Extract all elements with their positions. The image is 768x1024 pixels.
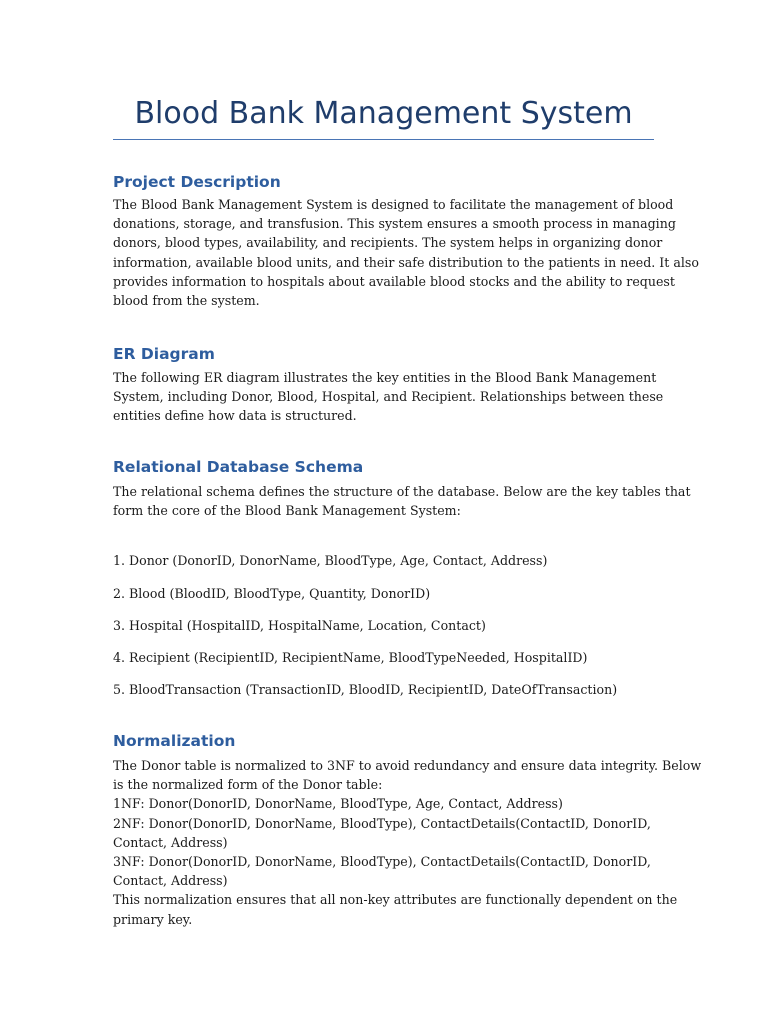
paragraph-line: entities define how data is structured. <box>113 408 357 424</box>
paragraph-line: This normalization ensures that all non-key attributes are functionally dependent on the <box>113 892 678 908</box>
paragraph-line: donations, storage, and transfusion. This system ensures a smooth process in managing <box>113 216 676 232</box>
heading-er-diagram: ER Diagram <box>113 345 215 363</box>
paragraph-line: The Donor table is normalized to 3NF to avoid redundancy and ensure data integrity. Below <box>113 758 702 773</box>
paragraph-line: The following ER diagram illustrates the key entities in the Blood Bank Management <box>113 370 657 385</box>
title-underline <box>113 139 654 140</box>
paragraph-line: 1NF: Donor(DonorID, DonorName, BloodType, Age, Contact, Address) <box>113 796 563 812</box>
schema-table-item: 3. Hospital (HospitalID, HospitalName, Location, Contact) <box>113 618 486 633</box>
paragraph-line: The Blood Bank Management System is designed to facilitate the management of blood <box>113 197 674 212</box>
paragraph-line: Contact, Address) <box>113 873 228 889</box>
paragraph-line: donors, blood types, availability, and recipients. The system helps in organizing donor <box>113 235 663 251</box>
paragraph-line: blood from the system. <box>113 292 260 308</box>
schema-table-item: 1. Donor (DonorID, DonorName, BloodType, Age, Contact, Address) <box>113 553 548 568</box>
paragraph-er-diagram <box>113 368 663 426</box>
heading-project-description: Project Description <box>113 173 281 191</box>
schema-table-item: 2. Blood (BloodID, BloodType, Quantity, DonorID) <box>113 586 431 601</box>
schema-table-item: 5. BloodTransaction (TransactionID, BloodID, RecipientID, DateOfTransaction) <box>113 682 618 697</box>
paragraph-relational-schema <box>113 482 691 520</box>
paragraph-line: form the core of the Blood Bank Management System: <box>113 503 461 519</box>
paragraph-line: The relational schema defines the structure of the database. Below are the key tables that <box>113 484 691 499</box>
paragraph-line: provides information to hospitals about available blood stocks and the ability to request <box>113 273 675 289</box>
paragraph-line: Contact, Address) <box>113 834 228 850</box>
heading-relational-schema: Relational Database Schema <box>113 458 364 476</box>
paragraph-line: information, available blood units, and their safe distribution to the patients in need. It also <box>113 254 699 270</box>
paragraph-project-description <box>113 195 699 310</box>
heading-normalization: Normalization <box>113 732 236 750</box>
paragraph-normalization <box>113 756 701 929</box>
paragraph-line: is the normalized form of the Donor table: <box>113 777 383 793</box>
paragraph-line: System, including Donor, Blood, Hospital, and Recipient. Relationships between these <box>113 389 664 405</box>
paragraph-line: primary key. <box>113 911 193 927</box>
schema-table-item: 4. Recipient (RecipientID, RecipientName, BloodTypeNeeded, HospitalID) <box>113 650 588 665</box>
paragraph-line: 2NF: Donor(DonorID, DonorName, BloodType), ContactDetails(ContactID, DonorID, <box>113 815 651 831</box>
document-title: Blood Bank Management System <box>134 96 633 131</box>
paragraph-line: 3NF: Donor(DonorID, DonorName, BloodType), ContactDetails(ContactID, DonorID, <box>113 853 651 869</box>
